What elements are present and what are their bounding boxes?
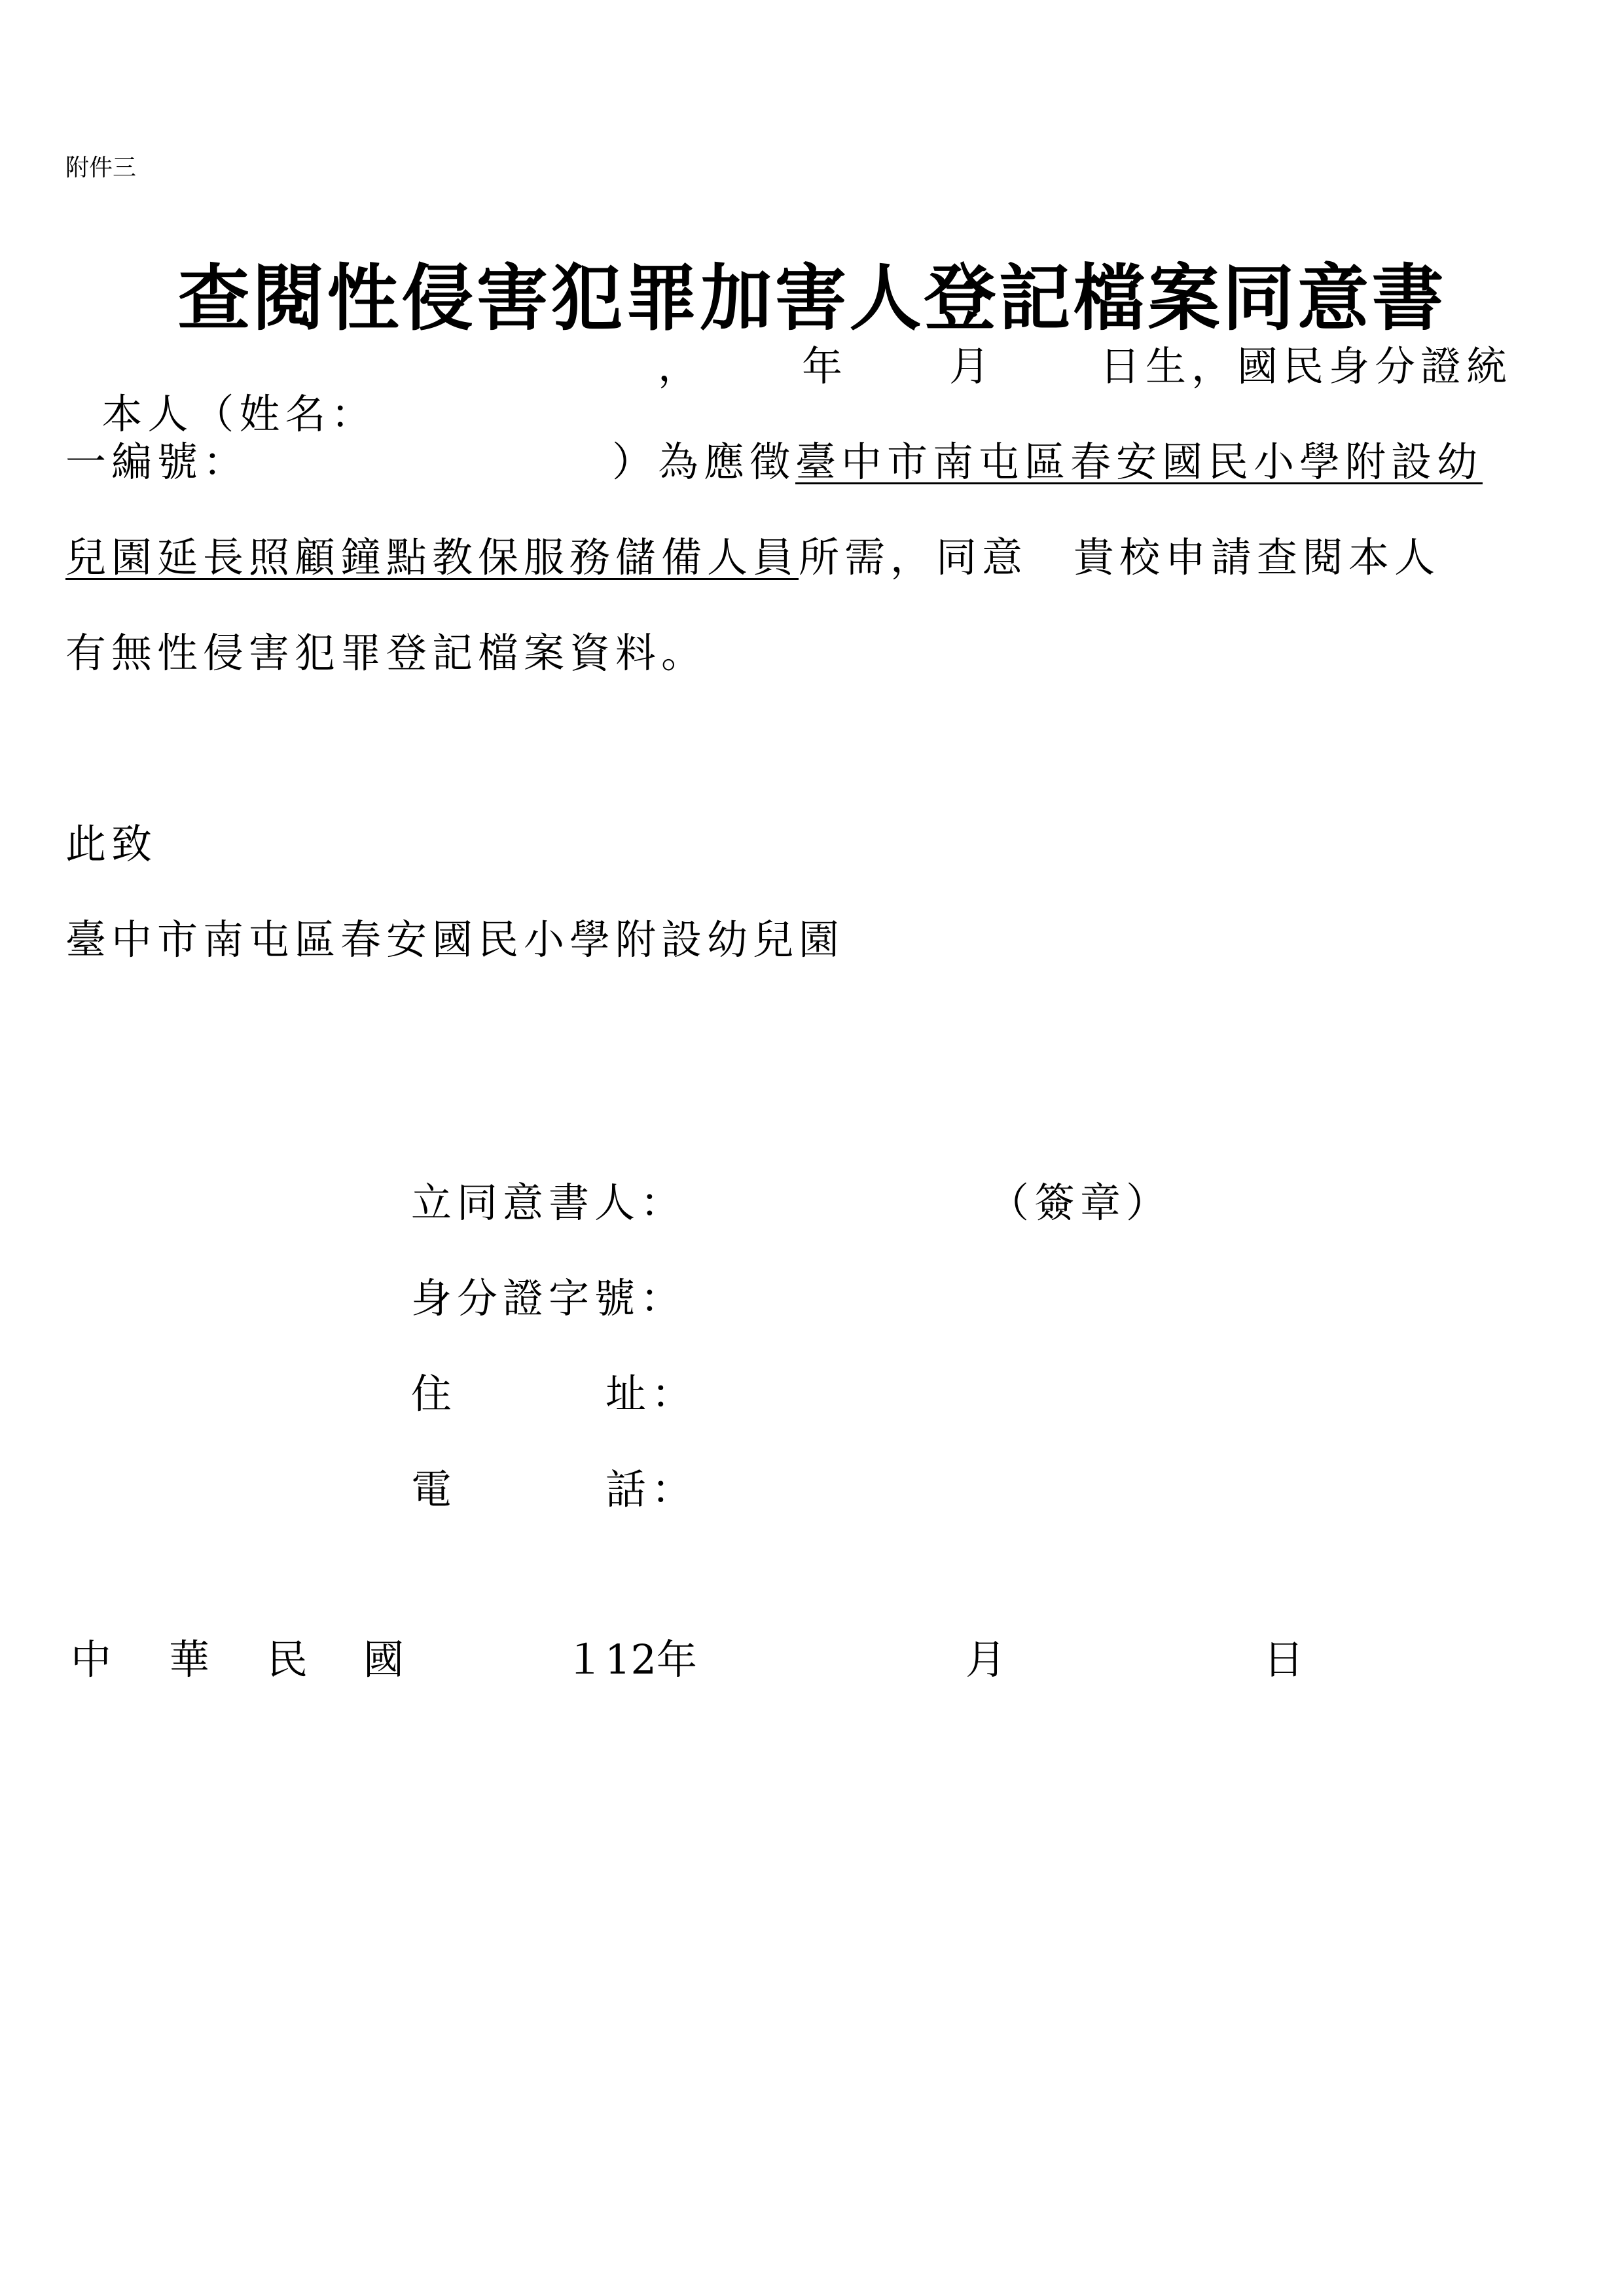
- id-number-label: 一編號：: [65, 438, 249, 486]
- birth-comma: ，: [658, 342, 704, 390]
- consenter-label: 立同意書人：: [411, 1179, 687, 1227]
- recipient: 臺中市南屯區春安國民小學附設幼兒園: [65, 916, 845, 963]
- birth-year-label: 年: [802, 342, 848, 390]
- date-era-3: 民: [267, 1636, 308, 1683]
- date-era-1: 中: [71, 1636, 112, 1683]
- birth-day-label: 日生，國民身分證統: [1100, 342, 1513, 390]
- document-title: 查閱性侵害犯罪加害人登記檔案同意書: [177, 256, 1447, 340]
- body-line-2: [612, 429, 1483, 488]
- position-name-underlined: 兒園延長照顧鐘點教保服務儲備人員: [65, 533, 799, 581]
- id-label: 身分證字號：: [411, 1274, 687, 1322]
- birth-month-label: 月: [949, 342, 996, 390]
- date-era-2: 華: [169, 1636, 210, 1683]
- apply-text: ）為應徵: [612, 438, 796, 486]
- date-day: 日: [1263, 1636, 1305, 1683]
- date-month: 月: [965, 1636, 1007, 1683]
- body-line-1: [65, 334, 376, 440]
- consent-text: 所需，同意 貴校申請查閱本人: [799, 533, 1441, 581]
- body-line-4: 有無性侵害犯罪登記檔案資料。: [65, 629, 708, 677]
- body-line-3: [65, 525, 1440, 583]
- address-label-tail: 址：: [605, 1370, 698, 1418]
- name-label: 本人（姓名：: [101, 390, 377, 438]
- address-label-char: 住: [411, 1370, 458, 1418]
- salutation: 此致: [65, 820, 158, 868]
- phone-label-char: 電: [411, 1465, 458, 1513]
- date-year: １12年: [564, 1636, 697, 1683]
- seal-label: （簽章）: [988, 1179, 1172, 1227]
- phone-label-tail: 話：: [605, 1465, 698, 1513]
- annex-label: 附件三: [65, 154, 137, 181]
- school-name-underlined: 臺中市南屯區春安國民小學附設幼: [795, 438, 1483, 486]
- date-era-4: 國: [363, 1636, 405, 1683]
